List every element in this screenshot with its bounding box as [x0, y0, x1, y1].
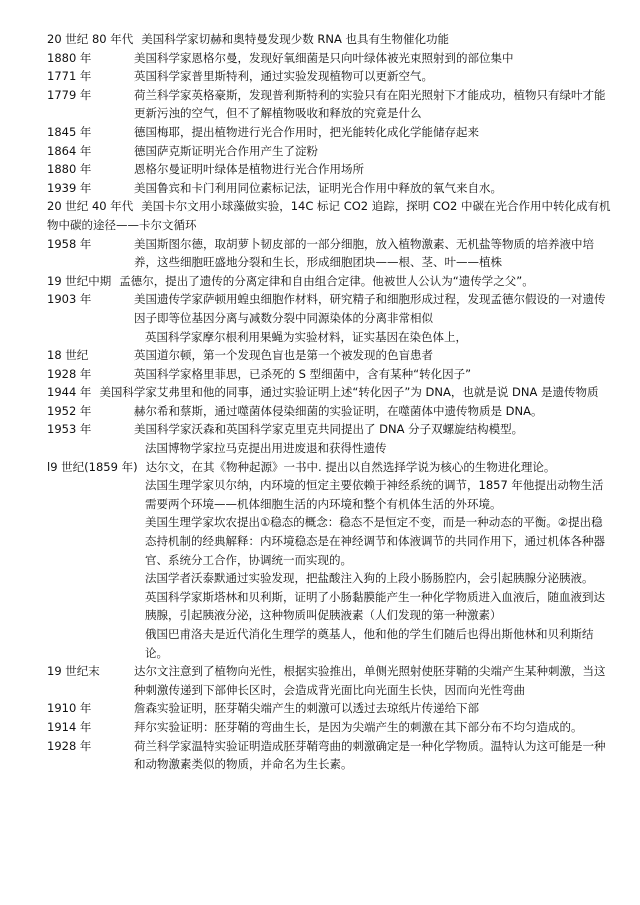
history-entry: [0, 235, 640, 272]
history-entry: [0, 123, 640, 142]
history-entry: [0, 588, 640, 625]
history-entry: [0, 737, 640, 774]
entry-text: 英国科学家普里斯特利，通过实验发现植物可以更新空气。: [134, 69, 433, 84]
entry-text: 法国生理学家贝尔纳，内环境的恒定主要依赖于神经系统的调节，1857 年他提出动物生活需要两个环境——机体细胞生活的内环境和整个有机体生活的外环境。: [145, 478, 604, 511]
entry-text: 美国科学家艾弗里和他的同事，通过实验证明上述“转化因子”为 DNA，也就是说 DNA 是遗传物质: [99, 385, 599, 400]
entry-text: 美国生理学家坎农提出①稳态的概念：稳态不是恒定不变，而是一种动态的平衡。②提出稳态持机制的经典解释：内环境稳态是在神经调节和体液调节的共同作用下，通过机体各种器官、系统分工合作，协调统一而实现的。: [145, 515, 605, 567]
entry-text: 荷兰科学家英格豪斯，发现普利斯特利的实验只有在阳光照射下才能成功，植物只有绿叶才能更新污浊的空气，但不了解植物吸收和释放的究竟是什么: [134, 87, 606, 121]
entry-year: 1914 年: [47, 719, 92, 734]
history-entry: [0, 179, 640, 198]
entry-year: 1845 年: [47, 124, 92, 139]
entry-year: l9 世纪(1859 年): [47, 459, 138, 474]
history-entry: [0, 290, 640, 327]
history-entry: [0, 346, 640, 365]
entry-text: 詹森实验证明，胚芽鞘尖端产生的刺激可以透过去琼纸片传递给下部: [134, 701, 479, 716]
history-entry: [0, 328, 640, 347]
history-entry: [0, 160, 640, 179]
entry-text: 英国科学家摩尔根利用果蝇为实验材料，证实基因在染色体上，: [145, 329, 467, 344]
history-entry: [0, 439, 640, 458]
entry-text: 美国鲁宾和卡门利用同位素标记法，证明光合作用中释放的氧气来自水。: [134, 180, 502, 195]
entry-text: 美国卡尔文用小球藻做实验，14C 标记 CO2 追踪，探明 CO2 中碳在光合作用中转化成有机物中碳的途径——卡尔文循环: [47, 199, 611, 232]
history-entry: [0, 569, 640, 588]
entry-text: 孟德尔，提出了遗传的分离定律和自由组合定律。他被世人公认为“遗传学之父”。: [119, 273, 534, 288]
entry-text: 德国萨克斯证明光合作用产生了淀粉: [134, 143, 318, 158]
entry-text: 荷兰科学家温特实验证明造成胚芽鞘弯曲的刺激确定是一种化学物质。温特认为这可能是一种和动物激素类似的物质，并命名为生长素。: [134, 738, 606, 772]
history-entry: [0, 365, 640, 384]
entry-year: 1910 年: [47, 701, 92, 716]
history-entry: [0, 625, 640, 662]
entry-text: 美国斯图尔德，取胡萝卜韧皮部的一部分细胞，放入植物激素、无机盐等物质的培养液中培养，这些细胞旺盛地分裂和生长，形成细胞团块——根、茎、叶——植株: [134, 236, 594, 270]
entry-year: 1928 年: [47, 366, 92, 381]
entry-text: 美国遗传学家萨顿用蝗虫细胞作材料，研究精子和细胞形成过程，发现孟德尔假设的一对遗传因子即等位基因分离与减数分裂中同源染体的分离非常相似: [134, 292, 606, 325]
entry-year: 1779 年: [47, 87, 92, 102]
history-entry: [0, 662, 640, 699]
entry-year: 1771 年: [47, 69, 92, 84]
history-entry: [0, 272, 640, 291]
entry-year: 20 世纪 40 年代: [47, 199, 134, 214]
history-entry: [0, 458, 640, 477]
history-entry: [0, 476, 640, 513]
history-entry: [0, 49, 640, 68]
entry-year: 1952 年: [47, 403, 92, 418]
history-entry: [0, 513, 640, 569]
history-entry: [0, 718, 640, 737]
history-entry: [0, 67, 640, 86]
history-entry: [0, 86, 640, 123]
entry-text: 达尔文，在其《物种起源》一书中. 提出以自然选择学说为核心的生物进化理论。: [145, 459, 556, 474]
entry-year: 1958 年: [47, 236, 92, 251]
history-entry: [0, 30, 640, 49]
history-entry: [0, 699, 640, 718]
entry-year: 19 世纪末: [47, 664, 100, 679]
entry-text: 英国道尔顿，第一个发现色盲也是第一个被发现的色盲患者: [134, 348, 433, 363]
entry-year: 1939 年: [47, 180, 92, 195]
entry-year: 18 世纪: [47, 348, 89, 363]
entry-year: 1864 年: [47, 143, 92, 158]
entry-year: 20 世纪 80 年代: [47, 32, 134, 46]
history-entry: [0, 383, 640, 402]
entry-text: 法国学者沃泰默通过实验发现，把盐酸注入狗的上段小肠肠腔内，会引起胰腺分泌胰液。: [145, 571, 594, 586]
entry-year: 1880 年: [47, 162, 92, 177]
history-entry: [0, 420, 640, 439]
entry-text: 达尔文注意到了植物向光性，根据实验推出，单侧光照射使胚芽鞘的尖端产生某种刺激，当这种刺激传递到下部伸长区时，会造成背光面比向光面生长快，因而向光性弯曲: [134, 664, 606, 697]
entry-year: 1944 年: [47, 385, 92, 400]
entry-text: 美国科学家切赫和奥特曼发现少数 RNA 也具有生物催化功能: [141, 32, 450, 46]
entry-year: 1953 年: [47, 422, 92, 437]
entry-text: 美国科学家恩格尔曼，发现好氧细菌是只向叶绿体被光束照射到的部位集中: [134, 50, 514, 65]
history-entry: [0, 402, 640, 421]
entry-text: 英国科学家格里菲思，已杀死的 S 型细菌中，含有某种“转化因子”: [134, 366, 472, 381]
entry-text: 俄国巴甫洛夫是近代消化生理学的奠基人，他和他的学生们随后也得出斯他林和贝利斯结论。: [145, 627, 594, 660]
entry-year: 1928 年: [47, 738, 92, 753]
entry-year: 1880 年: [47, 50, 92, 65]
entry-text: 德国梅耶，提出植物进行光合作用时，把光能转化成化学能储存起来: [134, 124, 479, 139]
entry-text: 拜尔实验证明：胚芽鞘的弯曲生长，是因为尖端产生的刺激在其下部分布不均匀造成的。: [134, 719, 583, 734]
entry-text: 英国科学家斯塔林和贝利斯，证明了小肠黏膜能产生一种化学物质进入血液后，随血液到达胰腺，引起胰液分泌，这种物质叫促胰液素（人们发现的第一种激素）: [145, 589, 605, 623]
entry-year: 19 世纪中期: [47, 273, 112, 288]
entry-text: 赫尔希和蔡斯，通过噬菌体侵染细菌的实验证明，在噬菌体中遗传物质是 DNA。: [134, 403, 543, 418]
entry-text: 法国博物学家拉马克提出用进废退和获得性遗传: [145, 441, 387, 456]
entry-text: 美国科学家沃森和英国科学家克里克共同提出了 DNA 分子双螺旋结构模型。: [134, 422, 524, 437]
history-entry: [0, 197, 640, 234]
entry-year: 1903 年: [47, 292, 92, 307]
history-entry: [0, 142, 640, 161]
entry-text: 恩格尔曼证明叶绿体是植物进行光合作用场所: [134, 162, 364, 177]
